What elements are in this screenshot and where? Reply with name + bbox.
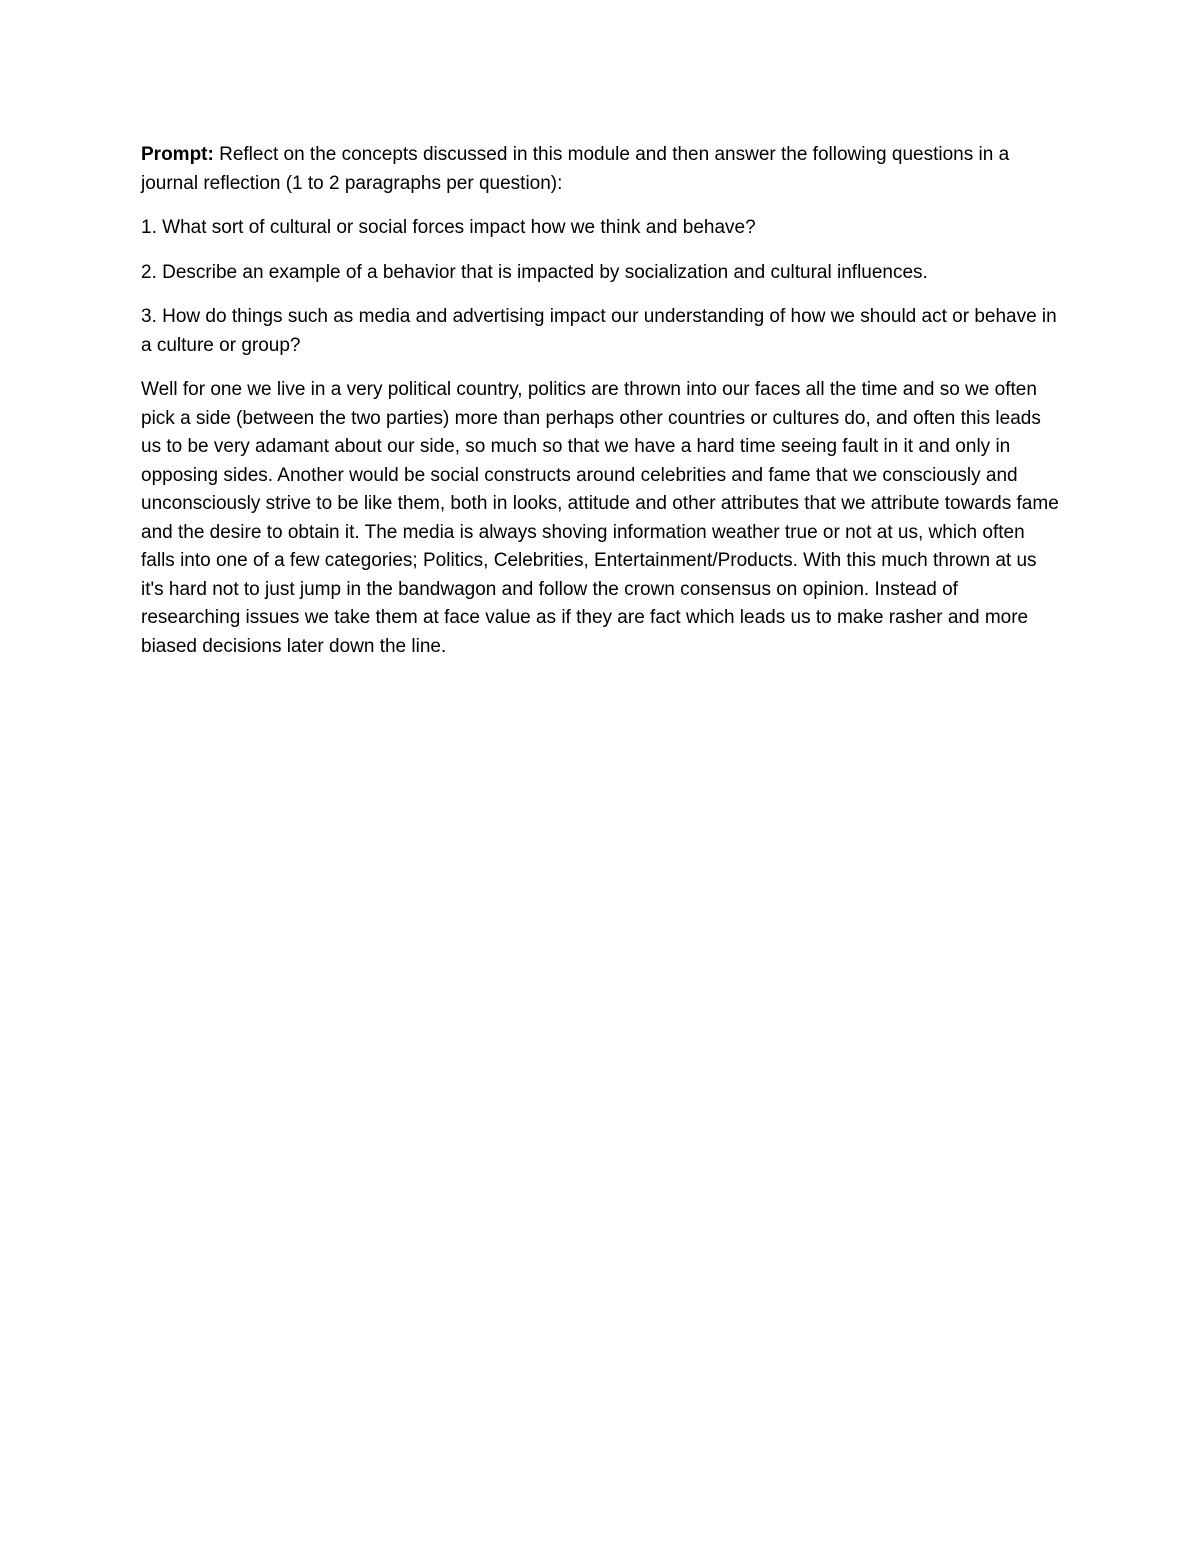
question-1 [141,214,1061,243]
question-1-text: What sort of cultural or social forces impact how we think and behave? [156,217,756,238]
question-1-number: 1. [141,217,157,238]
prompt-label: Prompt: [141,144,214,165]
answer-paragraph: Well for one we live in a very political country, politics are thrown into our faces all the time and so we often pick a side (between the two parties) more than perhaps other countries or cultures do, and often this leads us to be very adamant about our side, so much so that we have a hard time seeing fault in it and only in opposing sides. Another would be social constructs around celebrities and fame that we consciously and unconsciously strive to be like them, both in looks, attitude and other attributes that we attribute towards fame and the desire to obtain it. The media is always shoving information weather true or not at us, which often falls into one of a few categories; Politics, Celebrities, Entertainment/Products. With this much thrown at us it's hard not to just jump in the bandwagon and follow the crown consensus on opinion. Instead of researching issues we take them at face value as if they are fact which leads us to make rasher and more biased decisions later down the line. [141,379,1059,657]
question-2-text: Describe an example of a behavior that is impacted by socialization and cultural influences. [156,261,928,283]
question-3-number: 3. [141,306,157,327]
question-2-number: 2. [141,261,157,283]
question-3-text: How do things such as media and advertising impact our understanding of how we should act or behave in a culture or group? [141,306,1057,356]
document-content [141,141,1061,677]
prompt-text: Reflect on the concepts discussed in this module and then answer the following questions in a journal reflection (1 to 2 paragraphs per question): [141,144,1010,194]
question-2 [141,259,1061,288]
question-3 [141,303,1061,360]
prompt-paragraph [141,141,1061,198]
